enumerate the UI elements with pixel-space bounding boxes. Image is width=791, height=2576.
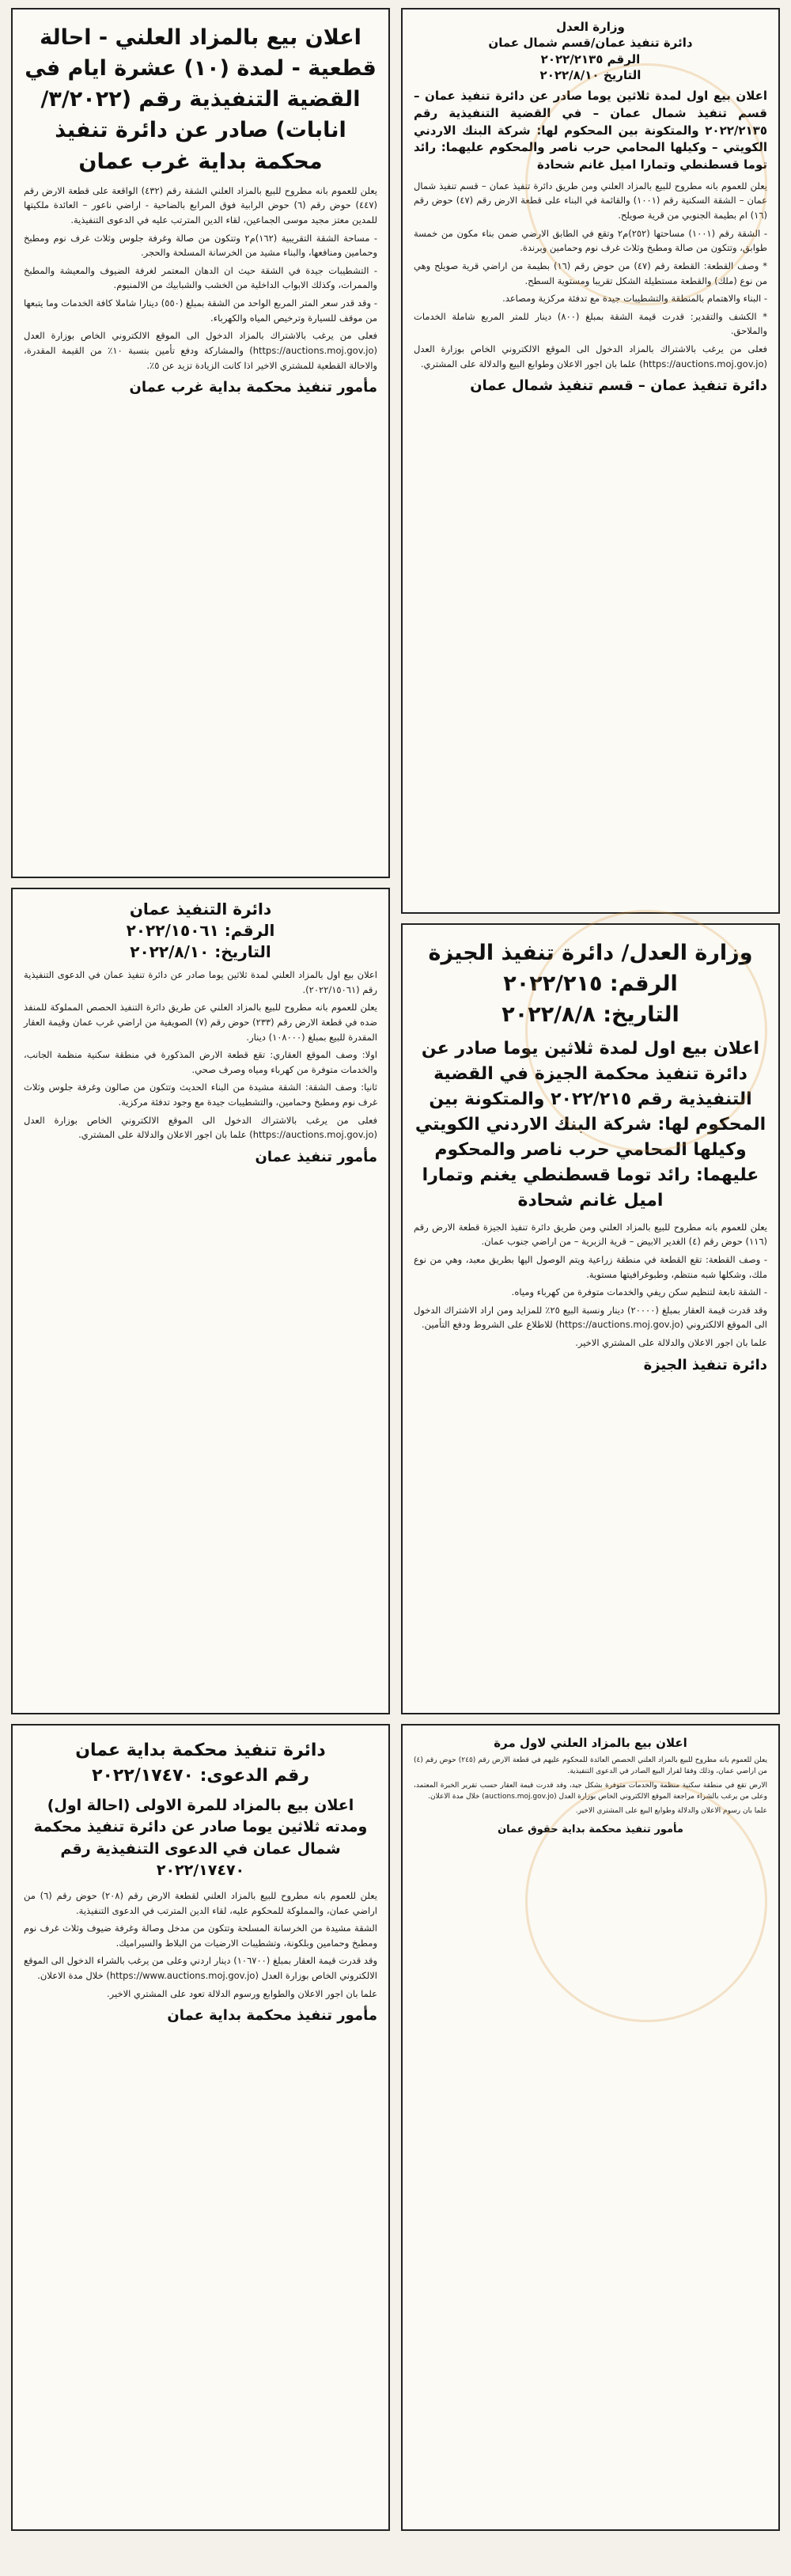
notice-paragraph: فعلى من يرغب بالاشتراك بالمزاد الدخول الى الموقع الالكتروني الخاص بوزارة العدل (https://auctions.moj.gov.jo) والمشاركة ودفع تأمين بنسبة ١٠٪ من القيمة المقدرة، والاحالة القطعية للمشتري الاخير اذا كانت الزيادة تزيد عن ٥٪.	[24, 330, 377, 371]
notice-paragraph: - وقد قدر سعر المتر المربع الواحد من الشقة بمبلغ (٥٥٠) دينارا شاملا كافة الخدمات وما يتبعها من موقف للسيارة وترخيص المياه والكهرباء.	[24, 297, 377, 324]
notice-paragraph: وقد قدرت قيمة العقار بمبلغ (٢٠٠٠٠) دينار ونسبة البيع ٢٥٪ للمزايد ومن اراد الاشتراك الدخول الى الموقع الالكتروني (https://auctions.moj.gov.jo) للاطلاع على الشروط ودفع التأمين.	[414, 1304, 768, 1331]
notice-paragraph: - وصف القطعة: تقع القطعة في منطقة زراعية ويتم الوصول اليها بطريق معبد، وهي من نوع ملك، وشكلها شبه منتظم، وطبوغرافيتها مستوية.	[414, 1253, 767, 1280]
notice-amman-execution	[11, 888, 390, 1714]
notice-paragraph: فعلى من يرغب بالاشتراك بالمزاد الدخول الى الموقع الالكتروني الخاص بوزارة العدل (https://auctions.moj.gov.jo) علما بان اجور الاعلان وطوابع البيع والدلالة على المشتري.	[414, 343, 767, 369]
notice-paragraph: علما بان اجور الاعلان والطوابع ورسوم الدلالة تعود على المشتري الاخير.	[107, 1987, 377, 1999]
notice-header: وزارة العدل دائرة تنفيذ عمان/قسم شمال عمان الرقم ٢٠٢٢/٢١٣٥ التاريخ ٢٠٢٢/٨/١٠	[488, 20, 693, 82]
notice-paragraph: يعلن للعموم بانه مطروح للبيع بالمزاد العلني لقطعة الارض رقم (٢٠٨) حوض رقم (٦) من اراضي عمان، والمملوكة للمحكوم عليه، لقاء الدين المترتب في الدعوى التنفيذية.	[24, 1889, 377, 1916]
notice-subtitle: اعلان بيع بالمزاد للمرة الاولى (احالة اول) ومدته ثلاثين يوما صادر عن دائرة تنفيذ محكمة شمال عمان في الدعوى التنفيذية رقم ٢٠٢٢/١٧٤٧٠	[33, 1796, 368, 1880]
notice-paragraph: - التشطيبات جيدة في الشقة حيث ان الدهان المعتمر لغرفة الضيوف والمعيشة والمطبخ والممرات، وكذلك الابواب الداخلية من الخشب والشبابيك من الالمنيوم.	[24, 264, 377, 291]
notice-title: اعلان بيع بالمزاد العلني - احالة قطعية - لمدة (١٠) عشرة ايام في القضية التنفيذية رقم (٣/٢٠٢٢/ انابات) صادر عن دائرة تنفيذ محكمة بداية غرب عمان	[25, 25, 377, 174]
notice-signature: مأمور تنفيذ عمان	[255, 1148, 377, 1165]
notice-paragraph: علما بان رسوم الاعلان والدلالة وطوابع البيع على المشتري الاخير.	[575, 1807, 767, 1815]
notice-paragraph: - الشقة تابعة لتنظيم سكن ريفي والخدمات متوفرة من كهرباء ومياه.	[511, 1286, 767, 1298]
notice-paragraph: * الكشف والتقدير: قدرت قيمة الشقة بمبلغ (٨٠٠) دينار للمتر المربع شاملة الخدمات والملاحق.	[414, 310, 767, 337]
notice-north-amman	[401, 8, 780, 914]
notice-title: دائرة تنفيذ محكمة بداية عمان رقم الدعوى: ٢٠٢٢/١٧٤٧٠	[75, 1741, 326, 1786]
notice-amman-first-instance	[11, 1724, 390, 2531]
notice-paragraph: ثانيا: وصف الشقة: الشقة مشيدة من البناء الحديث وتتكون من صالون وغرفة جلوس وثلاث غرف نوم ومطبخ وحمامين، والتشطيبات جيدة مع وجود تدفئة مركزية.	[24, 1082, 377, 1108]
notice-paragraph: اعلان بيع اول بالمزاد العلني لمدة ثلاثين يوما صادر عن دائرة تنفيذ عمان في الدعوى التنفيذية رقم (٢٠٢٢/١٥٠٦١).	[24, 969, 377, 995]
left-column	[11, 8, 390, 2568]
notice-paragraph: فعلى من يرغب بالاشتراك الدخول الى الموقع الالكتروني الخاص بوزارة العدل (https://auctions.moj.gov.jo) علما بان اجور الاعلان والدلالة على المشتري.	[24, 1114, 377, 1141]
notice-signature: مأمور تنفيذ محكمة بداية عمان	[167, 2007, 377, 2025]
notice-first-auction	[401, 1724, 780, 2531]
notice-paragraph: الارض تقع في منطقة سكنية منظمة والخدمات متوفرة بشكل جيد، وقد قدرت قيمة العقار حسب تقرير الخبرة المعتمد، وعلى من يرغب بالشراء مراجعة الموقع الالكتروني الخاص بوزارة العدل (auctions.moj.gov.jo) خلال مدة الاعلان.	[414, 1782, 767, 1801]
notice-paragraph: وقد قدرت قيمة العقار بمبلغ (١٠٦٧٠٠) دينار اردني وعلى من يرغب بالشراء الدخول الى الموقع الالكتروني الخاص بوزارة العدل (https://www.auctions.moj.gov.jo) خلال مدة الاعلان.	[24, 1955, 377, 1982]
notice-body	[24, 968, 377, 1142]
notice-paragraph: يعلن للعموم بانه مطروح للبيع بالمزاد العلني ومن طريق دائرة تنفيذ الجيزة قطعة الارض رقم (١١٦) حوض رقم (٤) الغدير الابيض – قرية الزبرية – من اراضي جنوب عمان.	[414, 1221, 767, 1248]
notice-header: اعلان بيع بالمزاد العلني لاول مرة	[494, 1736, 687, 1750]
notice-body	[414, 1756, 767, 1817]
notice-signature: مأمور تنفيذ محكمة بداية غرب عمان	[129, 379, 377, 396]
notice-jiza	[401, 923, 780, 1714]
notice-paragraph: الشقة مشيدة من الخرسانة المسلحة وتتكون من مدخل وصالة وغرفة ضيوف وثلاث غرف نوم ومطبخ وحمامين وبلكونة، وتشطيبات الارضيات من البلاط والسيراميك.	[24, 1923, 377, 1949]
notice-body	[24, 1888, 377, 2001]
notice-paragraph: - مساحة الشقة التقريبية (١٦٢)م٢ وتتكون من صالة وغرفة جلوس وثلاث غرف نوم ومطبخ وحمامين ومنافعها، والبناء مشيد من الخرسانة المسلحة والحجر.	[24, 232, 377, 259]
notice-paragraph: - الشقة رقم (١٠٠١) مساحتها (٢٥٢)م٢ وتقع في الطابق الارضي ضمن بناء مكون من خمسة طوابق، وتتكون من صالة ومطبخ وثلاث غرف نوم وحمامين وبرندة.	[414, 227, 768, 254]
notice-paragraph: اولا: وصف الموقع العقاري: تقع قطعة الارض المذكورة في منطقة سكنية منظمة الجانب، والخدمات متوفرة من كهرباء ومياه وصرف صحي.	[24, 1049, 377, 1075]
notice-paragraph: يعلن للعموم بانه مطروح للبيع بالمزاد العلني الحصص العائدة للمحكوم عليهم في قطعة الارض رقم (٢٤٥) حوض رقم (٤) من اراضي عمان، وذلك وفقا لقرار البيع الصادر في الدعوى التنفيذية.	[414, 1756, 767, 1776]
notice-paragraph: يعلن للعموم بانه مطروح للبيع بالمزاد العلني ومن طريق دائرة تنفيذ عمان – قسم تنفيذ شمال عمان – الشقة السكنية رقم (١٠٠١) والقائمة في البناء على قطعة الارض رقم (٤٧) حوض رقم (١٦) ام بطيمة الجنوبي من قرية صويلح.	[414, 180, 767, 221]
notice-west-amman	[11, 8, 390, 878]
notice-paragraph: علما بان اجور الاعلان والدلالة على المشتري الاخير.	[575, 1337, 767, 1349]
notice-body	[414, 1220, 767, 1351]
notice-body	[24, 184, 377, 373]
notice-header: دائرة التنفيذ عمان الرقم: ٢٠٢٢/١٥٠٦١ التاريخ: ٢٠٢٢/٨/١٠	[126, 900, 275, 961]
notice-header: وزارة العدل/ دائرة تنفيذ الجيزة الرقم: ٢٠٢٢/٢١٥ التاريخ: ٢٠٢٢/٨/٨	[428, 941, 753, 1028]
notice-body	[414, 179, 767, 372]
notice-signature: دائرة تنفيذ عمان – قسم تنفيذ شمال عمان	[470, 377, 767, 395]
notice-subtitle: اعلان بيع اول لمدة ثلاثين يوما صادر عن دائرة تنفيذ عمان – قسم تنفيذ شمال عمان – في القضية التنفيذية رقم ٢٠٢٢/٢١٣٥ والمتكونة بين المحكوم لها: شركة البنك الاردني الكويتي – وكيلها المحامي حرب ناصر والمحكوم عليهما: رائد توما قسطنطي وتمارا اميل غانم شحادة	[414, 89, 767, 172]
notice-subtitle: اعلان بيع اول لمدة ثلاثين يوما صادر عن دائرة تنفيذ محكمة الجيزة في القضية التنفيذية رقم ٢٠٢٢/٢١٥ والمتكونة بين المحكوم لها: شركة البنك الاردني الكويتي وكيلها المحامي حرب ناصر والمحكوم عليهما: رائد توما قسطنطي يغنم وتمارا اميل غانم شحادة	[414, 1039, 766, 1210]
notice-paragraph: يعلن للعموم بانه مطروح للبيع بالمزاد العلني الشقة رقم (٤٣٢) الواقعة على قطعة الارض رقم (٤٤٧) حوض رقم (٦) حوض الرابية فوق المرابع بالضاحية - اراضي ناعور – العائدة ملكيتها للمدين معتز مجيد موسى الجماعين، لقاء الدين المترتب عليه في الدعوى التنفيذية.	[24, 184, 377, 225]
notice-signature: دائرة تنفيذ الجيزة	[643, 1356, 767, 1373]
notice-paragraph: - البناء والاهتمام بالمنطقة والتشطيبات جيدة مع تدفئة مركزية ومصاعد.	[502, 293, 767, 305]
notice-paragraph: * وصف القطعة: القطعة رقم (٤٧) من حوض رقم (١٦) بطيمة من اراضي قرية صويلح وهي من نوع (ملك) والقطعة مستطيلة الشكل تقريبا ومستوية السطح.	[414, 259, 767, 286]
right-column	[401, 8, 780, 2568]
notice-signature: مأمور تنفيذ محكمة بداية حقوق عمان	[498, 1823, 683, 1835]
notice-paragraph: يعلن للعموم بانه مطروح للبيع بالمزاد العلني عن طريق دائرة التنفيذ الحصص المملوكة للمنفذ ضده في قطعة الارض رقم (٢٣٣) حوض رقم (٧) الصويفية من اراضي غرب عمان وقيمة العقار المقدرة للبيع بمبلغ (١٠٨٠٠٠) دينار.	[24, 1002, 377, 1043]
